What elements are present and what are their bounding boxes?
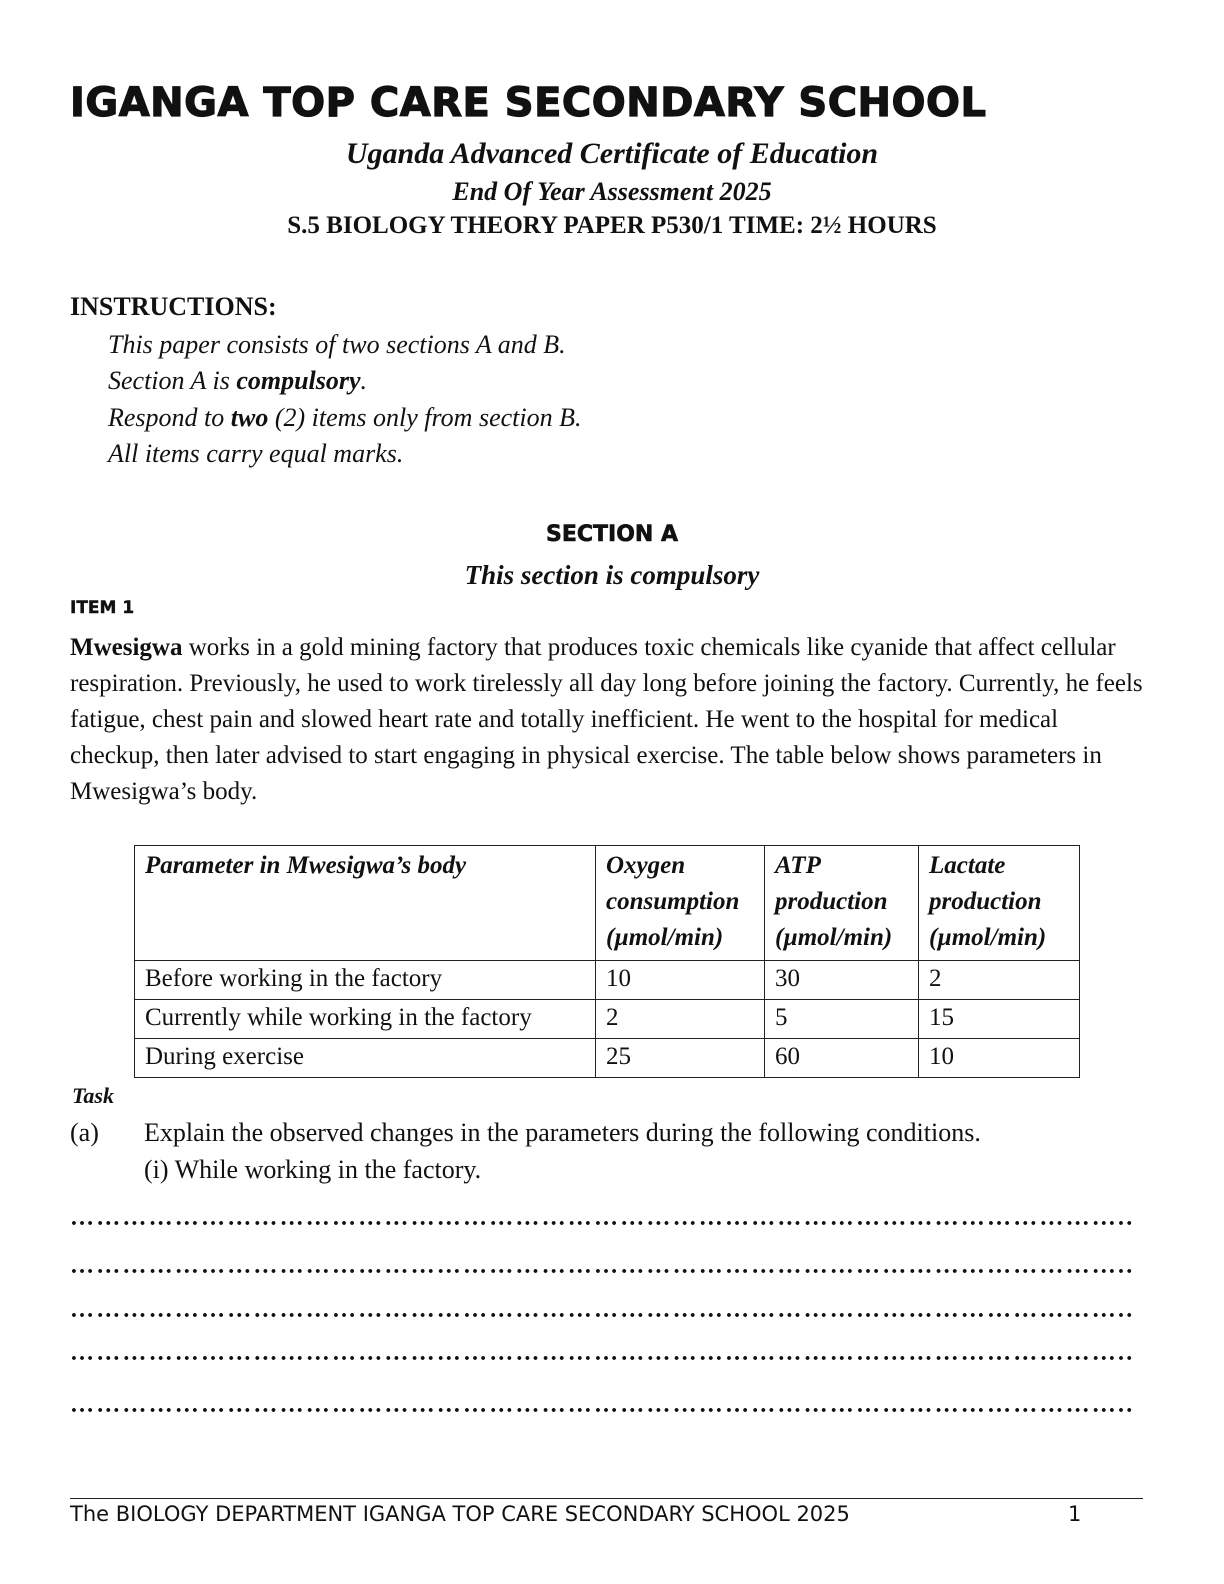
question-a-text: Explain the observed changes in the parameters during the following conditions. — [144, 1118, 981, 1147]
question-a-label: (a) — [70, 1118, 99, 1147]
table-cell: 25 — [596, 1039, 765, 1078]
item-label: ITEM 1 — [70, 598, 135, 618]
table-header-cell: Parameter in Mwesigwa’s body — [135, 846, 596, 961]
paper-title: S.5 BIOLOGY THEORY PAPER P530/1 TIME: 2½ HOURS — [287, 212, 937, 239]
section-subtitle: This section is compulsory — [464, 560, 760, 590]
table-cell: Before working in the factory — [135, 961, 596, 1000]
item-paragraph — [70, 630, 1145, 810]
table-cell: Currently while working in the factory — [135, 1000, 596, 1039]
question-a-i-text: (i) While working in the factory. — [144, 1155, 482, 1184]
footer-text: The BIOLOGY DEPARTMENT IGANGA TOP CARE SECONDARY SCHOOL 2025 — [70, 1502, 850, 1526]
table-cell: 30 — [765, 961, 919, 1000]
table-cell: 10 — [596, 961, 765, 1000]
instructions-heading: INSTRUCTIONS: — [70, 292, 277, 321]
school-name: IGANGA TOP CARE SECONDARY SCHOOL — [70, 80, 987, 126]
table-row — [135, 961, 1080, 1000]
table-cell: 2 — [596, 1000, 765, 1039]
table-cell: During exercise — [135, 1039, 596, 1078]
task-label: Task — [72, 1083, 114, 1108]
item-text: works in a gold mining factory that produces toxic chemicals like cyanide that affect cellular respiration. Previously, he used to work tirelessly all day long before joining the factory. Currently, he feels fatigue, chest pain and slowed heart rate and totally inefficient. He went to the hospital for medical checkup, then later advised to start engaging in physical exercise. The table below shows parameters in Mwesigwa’s body. — [70, 634, 1143, 805]
answer-line[interactable]: ………………………………………………………………………………………………………….. — [70, 1205, 1135, 1231]
table-header-cell: Oxygen consumption (µmol/min) — [596, 846, 765, 961]
instruction-line-2: Section A is compulsory. — [108, 366, 368, 395]
table-cell: 2 — [919, 961, 1080, 1000]
table-cell: 15 — [919, 1000, 1080, 1039]
item-person-name: Mwesigwa — [70, 634, 183, 661]
footer-divider — [70, 1498, 1143, 1499]
page-number: 1 — [1068, 1502, 1082, 1526]
answer-line[interactable]: ………………………………………………………………………………………………………….. — [70, 1392, 1135, 1418]
assessment-title: End Of Year Assessment 2025 — [452, 177, 772, 206]
table-header-cell: ATP production (µmol/min) — [765, 846, 919, 961]
table-cell: 60 — [765, 1039, 919, 1078]
parameters-table — [134, 845, 1080, 1078]
answer-line[interactable]: ………………………………………………………………………………………………………….. — [70, 1253, 1135, 1279]
answer-line[interactable]: ………………………………………………………………………………………………………….. — [70, 1340, 1135, 1366]
section-title: SECTION A — [545, 522, 678, 547]
table-cell: 5 — [765, 1000, 919, 1039]
table-header-row — [135, 846, 1080, 961]
table-cell: 10 — [919, 1039, 1080, 1078]
table-header-cell: Lactate production (µmol/min) — [919, 846, 1080, 961]
answer-line[interactable]: ………………………………………………………………………………………………………….. — [70, 1297, 1135, 1323]
instruction-line-3: Respond to two (2) items only from section B. — [108, 403, 582, 432]
instruction-line-1: This paper consists of two sections A and B. — [108, 330, 566, 359]
table-row — [135, 1039, 1080, 1078]
instruction-line-4: All items carry equal marks. — [108, 439, 404, 468]
certificate-title: Uganda Advanced Certificate of Education — [345, 137, 879, 170]
table-row — [135, 1000, 1080, 1039]
